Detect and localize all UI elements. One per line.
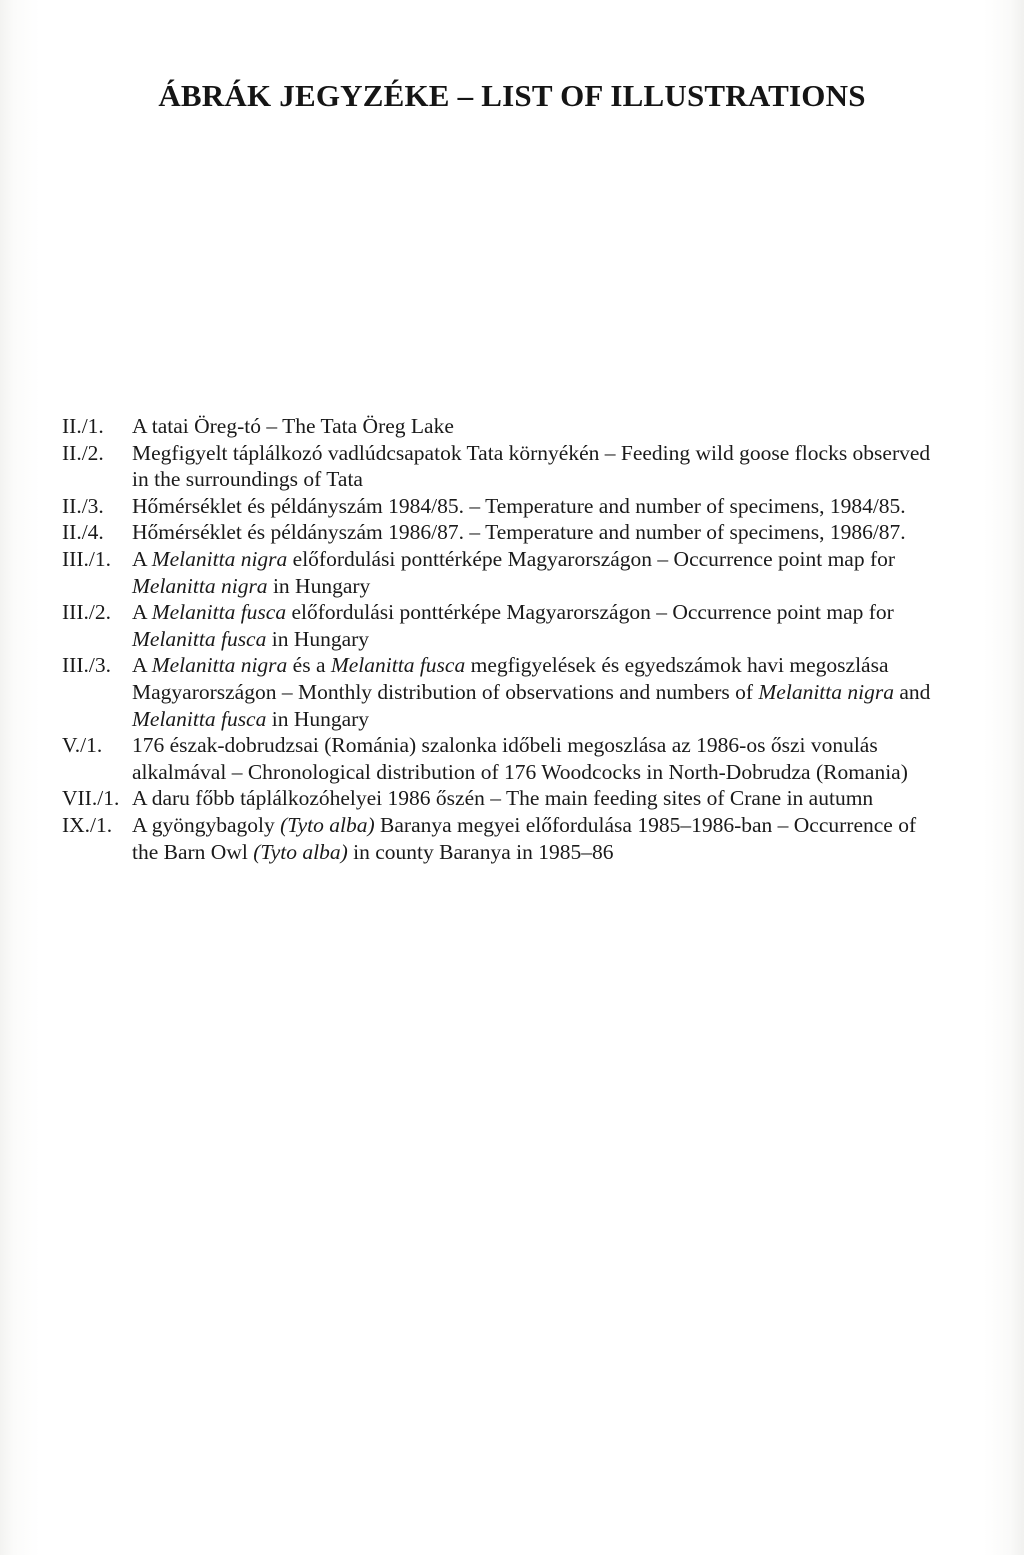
caption-text: A bbox=[132, 653, 152, 678]
caption-text: A daru főbb táplálkozóhelyei 1986 őszén – The main feeding sites of Crane in autumn bbox=[132, 786, 874, 811]
list-item bbox=[62, 413, 942, 440]
species-name: Melanitta fusca bbox=[132, 626, 267, 651]
species-name: Melanitta fusca bbox=[330, 653, 466, 678]
figure-number: II./1. bbox=[62, 414, 104, 438]
caption-text: in county Baranya in 1985–86 bbox=[347, 839, 614, 864]
caption-text: Megfigyelt táplálkozó vadlúdcsapatok Tata környékén – Feeding wild goose flocks observed in the surroundings of Tata bbox=[132, 440, 931, 492]
figure-number: II./3. bbox=[62, 493, 104, 518]
species-name: Melanitta nigra bbox=[132, 573, 268, 598]
figure-number: II./4. bbox=[62, 520, 104, 545]
figure-number: III./3. bbox=[62, 653, 111, 678]
species-name: Melanitta nigra bbox=[758, 679, 894, 704]
caption-text: A bbox=[132, 600, 152, 625]
list-item bbox=[62, 493, 942, 520]
figure-number: VII./1. bbox=[62, 786, 120, 811]
list-item bbox=[62, 519, 942, 546]
figure-caption bbox=[132, 652, 942, 732]
caption-text: in Hungary bbox=[266, 706, 370, 731]
illustration-list bbox=[62, 413, 942, 865]
species-name: (Tyto alba) bbox=[280, 812, 375, 837]
figure-caption bbox=[132, 732, 942, 785]
list-item bbox=[62, 785, 942, 812]
caption-text: A bbox=[132, 546, 152, 571]
caption-text: Baranya megyei előfordulása 1985–1986-ban – Occurrence of the Barn Owl bbox=[132, 812, 917, 864]
figure-caption bbox=[132, 440, 942, 493]
figure-caption bbox=[132, 785, 942, 812]
caption-text: és a bbox=[287, 653, 331, 678]
page-title: ÁBRÁK JEGYZÉKE – LIST OF ILLUSTRATIONS bbox=[158, 78, 866, 113]
caption-text: Hőmérséklet és példányszám 1986/87. – Temperature and number of specimens, 1986/87. bbox=[132, 520, 906, 545]
caption-text: 176 észak-dobrudzsai (Románia) szalonka időbeli megoszlása az 1986-os őszi vonulás alkalmával – Chronological distribution of 176 Woodcocks in North-Dobrudza (Romania) bbox=[132, 733, 908, 784]
caption-text: megfigyelések és egyedszámok havi megoszlása Magyarországon – Monthly distribution of observations and numbers of bbox=[132, 653, 889, 704]
figure-number: IX./1. bbox=[62, 812, 113, 837]
list-item bbox=[62, 652, 942, 732]
figure-caption bbox=[132, 413, 942, 440]
list-item bbox=[62, 599, 942, 652]
figure-caption bbox=[132, 493, 942, 520]
figure-number: III./1. bbox=[62, 546, 111, 571]
caption-text: in Hungary bbox=[266, 626, 370, 651]
caption-text: A gyöngybagoly bbox=[132, 812, 281, 837]
caption-text: előfordulási ponttérképe Magyarországon – Occurrence point map for bbox=[287, 546, 896, 571]
figure-caption bbox=[132, 546, 942, 599]
figure-caption bbox=[132, 812, 942, 865]
list-item bbox=[62, 812, 942, 865]
caption-text: and bbox=[893, 679, 931, 704]
caption-text: Hőmérséklet és példányszám 1984/85. – Temperature and number of specimens, 1984/85. bbox=[132, 493, 906, 518]
figure-number: III./2. bbox=[62, 600, 111, 625]
species-name: Melanitta fusca bbox=[151, 600, 287, 625]
caption-text: előfordulási ponttérképe Magyarországon – Occurrence point map for bbox=[286, 600, 894, 625]
species-name: Melanitta nigra bbox=[151, 653, 288, 678]
species-name: (Tyto alba) bbox=[253, 839, 348, 864]
figure-number: II./2. bbox=[62, 440, 104, 465]
species-name: Melanitta fusca bbox=[132, 706, 267, 731]
caption-text: in Hungary bbox=[267, 573, 371, 598]
list-item bbox=[62, 546, 942, 599]
species-name: Melanitta nigra bbox=[151, 546, 288, 571]
figure-caption bbox=[132, 599, 942, 652]
caption-text: A tatai Öreg-tó – The Tata Öreg Lake bbox=[132, 414, 454, 438]
figure-caption bbox=[132, 519, 942, 546]
list-item bbox=[62, 732, 942, 785]
figure-number: V./1. bbox=[62, 733, 103, 758]
list-item bbox=[62, 440, 942, 493]
